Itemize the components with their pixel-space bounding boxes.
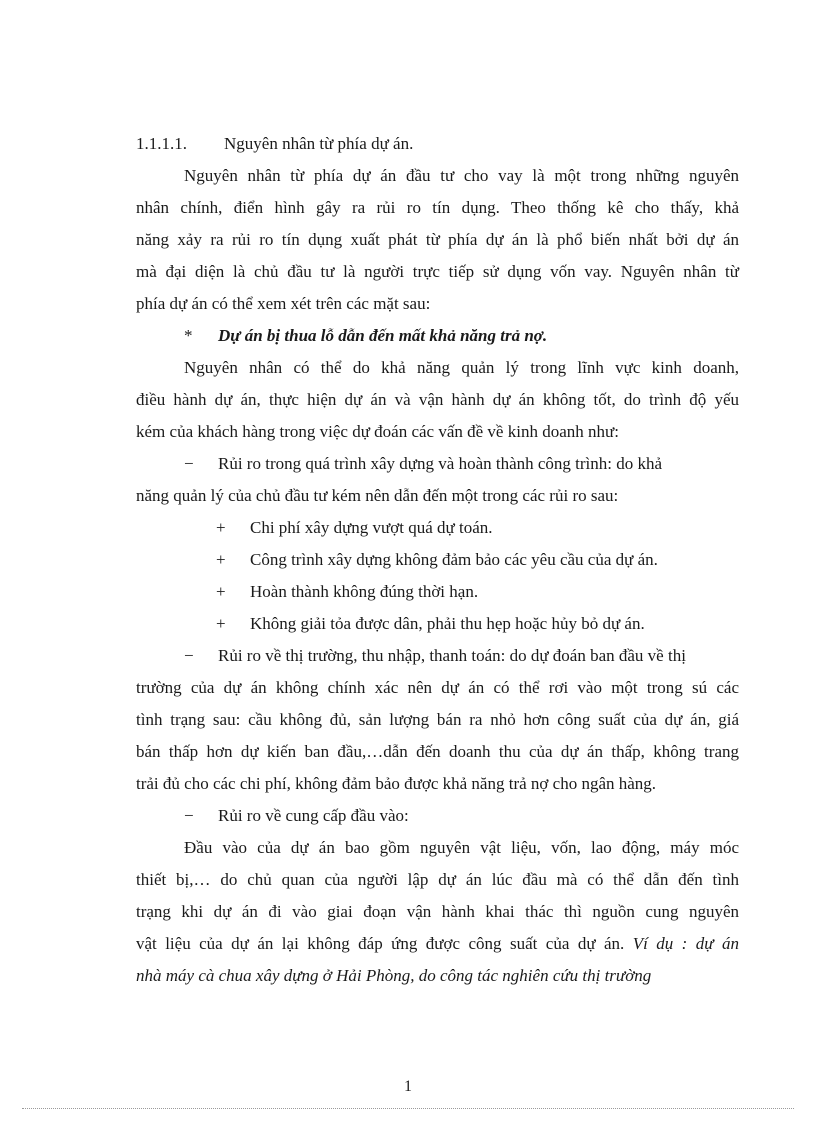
section-title: Nguyên nhân từ phía dự án. [224, 134, 414, 153]
dash-item-market-risk [136, 640, 739, 800]
dash-bullet-icon: − [184, 646, 194, 665]
section-heading [136, 128, 739, 160]
paragraph-line: phía dự án có thể xem xét trên các mặt sau: [136, 294, 431, 313]
paragraph-line: Nguyên nhân có thể do khả năng quản lý trong lĩnh vực kinh doanh, [184, 358, 739, 377]
paragraph-text: vật liệu của dự án lại không đáp ứng được công suất của dự án. [136, 934, 625, 953]
example-text: nhà máy cà chua xây dựng ở Hải Phòng, do công tác nghiên cứu thị trường [136, 966, 652, 985]
paragraph-line: thiết bị,… do chủ quan của người lập dự án lúc đầu mà có thể dẫn đến tình [136, 870, 739, 889]
paragraph-line: trạng khi dự án đi vào giai đoạn vận hành khai thác thì nguồn cung nguyên [136, 902, 739, 921]
paragraph-line: năng quản lý của chủ đầu tư kém nên dẫn đến một trong các rủi ro sau: [136, 486, 619, 505]
paragraph-line: trải đủ cho các chi phí, không đảm bảo được khả năng trả nợ cho ngân hàng. [136, 774, 657, 793]
paragraph-line: nhân chính, điển hình gây ra rủi ro tín dụng. Theo thống kê cho thấy, khả [136, 198, 739, 217]
plus-item-text: Chi phí xây dựng vượt quá dự toán. [250, 518, 493, 537]
dash-item-text: Rủi ro về thị trường, thu nhập, thanh toán: do dự đoán ban đầu về thị [218, 646, 686, 665]
dash-item-text: Rủi ro trong quá trình xây dựng và hoàn thành công trình: do khả [218, 454, 663, 473]
asterisk-icon: * [184, 326, 193, 345]
dash-item-input-risk [136, 800, 739, 832]
paragraph-line: bán thấp hơn dự kiến ban đầu,…dẫn đến doanh thu của dự án thấp, không trang [136, 742, 739, 761]
plus-item-text: Công trình xây dựng không đảm bảo các yêu cầu của dự án. [250, 550, 658, 569]
paragraph-line: trường của dự án không chính xác nên dự án có thể rơi vào một trong sú các [136, 678, 739, 697]
paragraph-2 [136, 352, 739, 448]
plus-bullet-icon: + [216, 518, 226, 537]
plus-list [136, 512, 739, 640]
plus-item [136, 576, 739, 608]
paragraph-line-with-example [136, 928, 739, 960]
paragraph-1 [136, 160, 739, 320]
page-bottom-divider [22, 1108, 794, 1109]
plus-item [136, 512, 739, 544]
paragraph-line: Nguyên nhân từ phía dự án đầu tư cho vay là một trong những nguyên [184, 166, 739, 185]
dash-bullet-icon: − [184, 806, 194, 825]
paragraph-line: Đầu vào của dự án bao gồm nguyên vật liệu, vốn, lao động, máy móc [184, 838, 739, 857]
dash-item-construction-risk [136, 448, 739, 512]
plus-item [136, 544, 739, 576]
star-item-text: Dự án bị thua lỗ dẫn đến mất khả năng trả nợ. [218, 326, 548, 345]
plus-item [136, 608, 739, 640]
paragraph-line: kém của khách hàng trong việc dự đoán các vấn đề về kinh doanh như: [136, 422, 619, 441]
plus-item-text: Hoàn thành không đúng thời hạn. [250, 582, 479, 601]
paragraph-line: tình trạng sau: cầu không đủ, sản lượng bán ra nhỏ hơn công suất của dự án, giá [136, 710, 739, 729]
paragraph-line: năng xảy ra rủi ro tín dụng xuất phát từ phía dự án là phổ biến nhất bởi dự án [136, 230, 739, 249]
plus-bullet-icon: + [216, 614, 226, 633]
plus-bullet-icon: + [216, 550, 226, 569]
paragraph-line: mà đại diện là chủ đầu tư là người trực tiếp sử dụng vốn vay. Nguyên nhân từ [136, 262, 739, 281]
plus-item-text: Không giải tỏa được dân, phải thu hẹp hoặc hủy bỏ dự án. [250, 614, 645, 633]
star-item [136, 320, 739, 352]
paragraph-3 [136, 832, 739, 992]
paragraph-line: điều hành dự án, thực hiện dự án và vận hành dự án không tốt, do trình độ yếu [136, 390, 739, 409]
dash-item-text: Rủi ro về cung cấp đầu vào: [218, 806, 409, 825]
page-number: 1 [404, 1078, 412, 1095]
dash-bullet-icon: − [184, 454, 194, 473]
dash-item-first-line [136, 640, 739, 672]
plus-bullet-icon: + [216, 582, 226, 601]
example-label: Ví dụ : dự án [632, 934, 739, 953]
dash-item-first-line [136, 448, 739, 480]
document-body [136, 128, 739, 992]
section-number: 1.1.1.1. [136, 134, 187, 153]
